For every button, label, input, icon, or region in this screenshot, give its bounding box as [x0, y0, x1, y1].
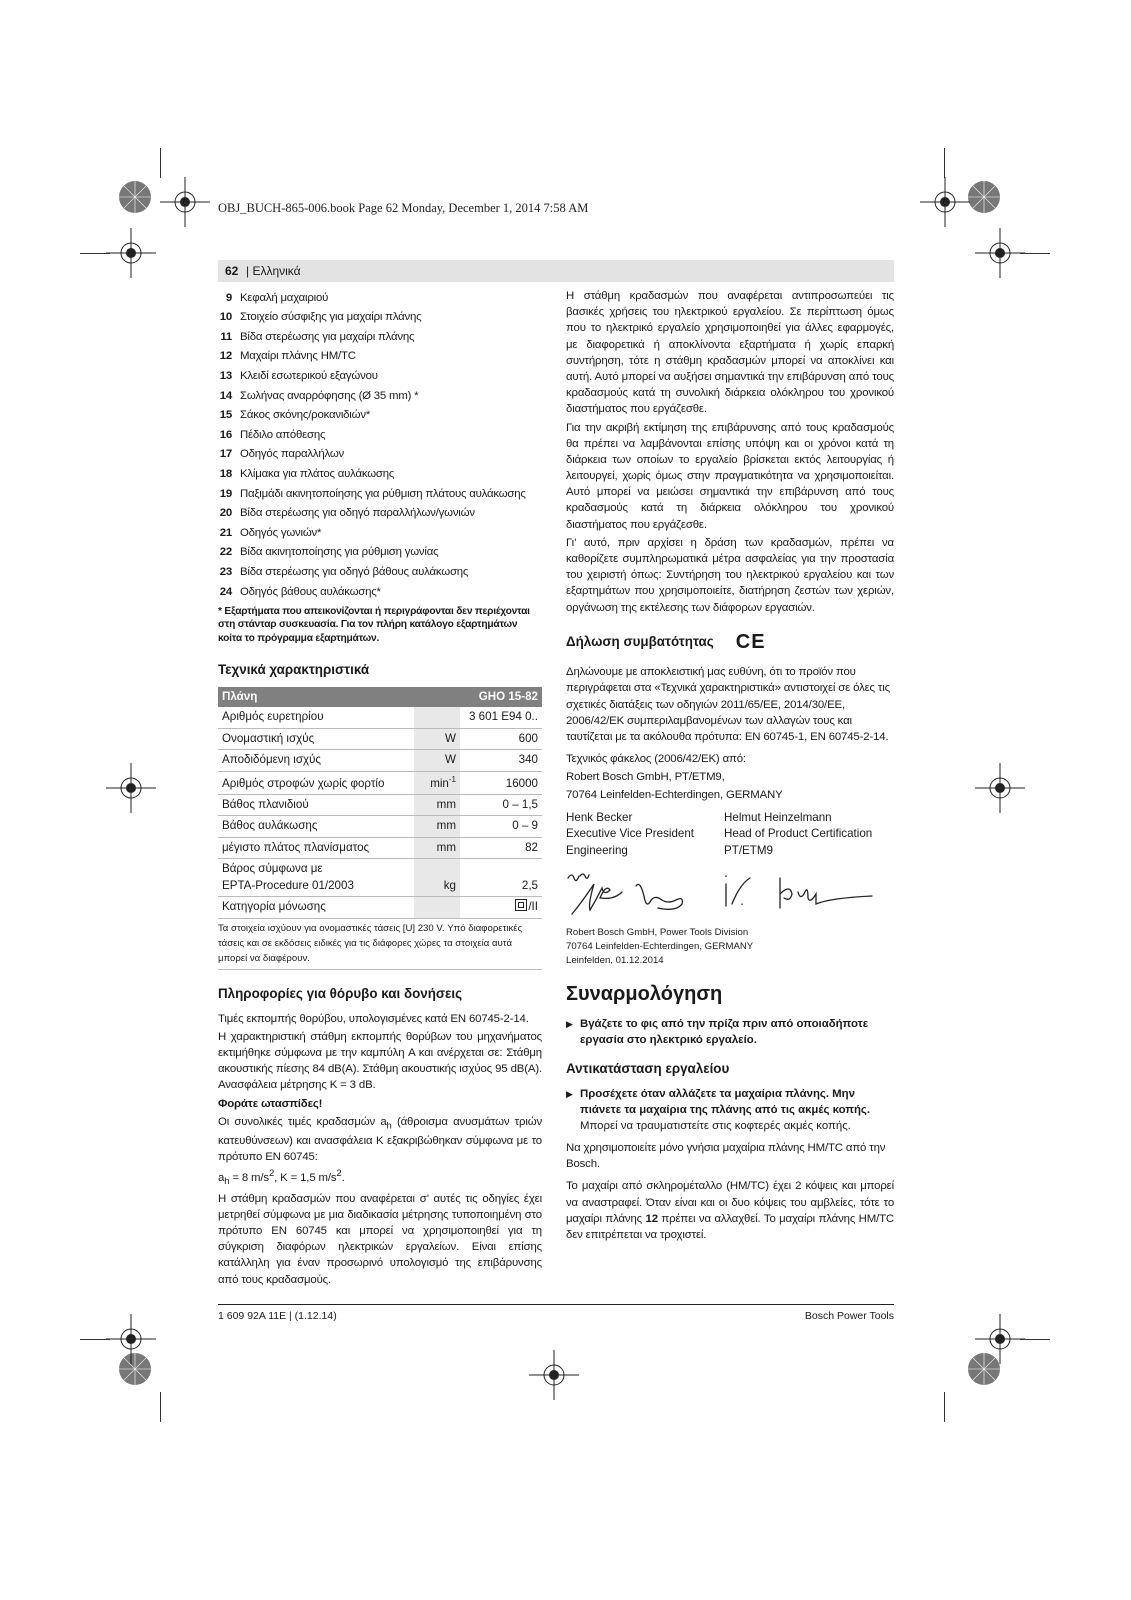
specs-row — [218, 794, 542, 815]
specs-unit: kg — [414, 859, 460, 897]
bullet-arrow-icon: ▶ — [566, 1019, 573, 1030]
specs-label: μέγιστο πλάτος πλανίσματος — [218, 837, 414, 858]
registration-mark-icon — [967, 180, 1001, 214]
legend-item — [218, 464, 542, 484]
specs-unit: mm — [414, 816, 460, 837]
specs-value: 0 – 9 — [460, 816, 542, 837]
signatory-title: Head of Product Certification — [724, 827, 873, 841]
specs-row — [218, 859, 542, 897]
noise-heading: Πληροφορίες για θόρυβο και δονήσεις — [218, 985, 463, 1001]
specs-row — [218, 750, 542, 771]
legend-text: Βίδα στερέωσης για οδηγό παραλλήλων/γωνιών — [240, 507, 475, 520]
vibration-paragraph: Οι συνολικές τιμές κραδασμών $a_h$ (άθροισμα ανυσμάτων τριών κατευθύνσεων) και ανασφάλεια K εξακριβώθηκαν σύμφωνα με το πρότυπο EN 60745: — [218, 1115, 542, 1163]
specs-value: 3 601 E94 0.. — [460, 707, 542, 728]
vibration-paragraph: Η στάθμη κραδασμών που αναφέρεται σ’ αυτές τις οδηγίες έχει μετρηθεί σύμφωνα με μια διαδικασία μέτρησης τυποποιημένη στο πρότυπο EN 60745 και μπορεί να χρησιμοποιηθεί για τη σύγκριση διαφόρων ηλεκτρικών εργαλείων. Είναι επίσης κατάλληλη για έναν προσωρινό υπολογισμό της επιβάρυνσης από τους κραδασμούς. — [218, 1192, 542, 1286]
legend-number: 15 — [219, 409, 232, 422]
specs-label: Κατηγορία μόνωσης — [218, 897, 414, 918]
legend-text: Οδηγός γωνιών* — [240, 526, 322, 539]
legend-text: Στοιχείο σύσφιξης για μαχαίρι πλάνης — [240, 311, 422, 324]
assembly-heading: Συναρμολόγηση — [566, 982, 723, 1005]
specs-value: 600 — [460, 728, 542, 749]
footer-brand: Bosch Power Tools — [804, 1310, 894, 1322]
crop-line — [944, 148, 945, 178]
specs-table-header — [218, 687, 542, 707]
specs-unit: $\min^{-1}$ — [414, 771, 460, 794]
specs-value: 2,5 — [460, 859, 542, 897]
legend-number: 10 — [219, 311, 232, 324]
vibration-paragraph: Η στάθμη κραδασμών που αναφέρεται αντιπροσωπεύει τις βασικές χρήσεις του ηλεκτρικού εργαλείου. Σε περίπτωση όμως που το ηλεκτρικό εργαλείο χρησιμοποιηθεί για άλλες εφαρμογές, με διαφορετικά ή αποκλίνοντα εξαρτήματα ή χωρίς επαρκή συντήρηση, τότε η στάθμη κραδασμών μπορεί να αποκλίνει και αυτή. Αυτό μπορεί να αυξήσει σημαντικά την επιβάρυνση από τους κραδασμούς κατά τη συνολική διάρκεια ολόκληρου του χρονικού διαστήματος που εργάζεσθε. — [566, 290, 894, 416]
specs-label: Βάρος σύμφωνα με EPTA-Procedure 01/2003 — [218, 859, 414, 897]
crop-line — [160, 148, 161, 178]
specs-value: 0 – 1,5 — [460, 794, 542, 815]
specs-col-model: GHO 15-82 — [460, 687, 542, 707]
body-paragraph: Το μαχαίρι από σκληρομέταλλο (HM/TC) έχει 2 κόψεις και μπορεί να αναστραφεί. Όταν είναι και οι δυο κόψεις του αμβλείες, τότε το μαχαίρι πλάνης 12 πρέπει να αλλαχθεί. Το μαχαίρι πλάνης HM/TC δεν επιτρέπεται να τροχιστεί. — [566, 1180, 894, 1242]
specs-unit: mm — [414, 837, 460, 858]
specs-value: 16000 — [460, 771, 542, 794]
specs-value: /II — [460, 897, 542, 918]
crop-line — [80, 1339, 110, 1340]
page-header-bar — [218, 260, 894, 282]
legend-text: Παξιμάδι ακινητοποίησης για ρύθμιση πλάτους αυλάκωσης — [240, 487, 526, 500]
specs-heading: Τεχνικά χαρακτηριστικά — [218, 661, 370, 677]
specs-label: Αριθμός ευρετηρίου — [218, 707, 414, 728]
crop-line — [1020, 1339, 1050, 1340]
signatory-title: Executive Vice President — [566, 827, 695, 841]
specs-row — [218, 837, 542, 858]
specs-row — [218, 771, 542, 794]
signatories — [566, 810, 894, 860]
crop-line — [1020, 253, 1050, 254]
legend-number: 9 — [225, 291, 232, 304]
vibration-paragraph: Για την ακριβή εκτίμηση της επιβάρυνσης από τους κραδασμούς θα πρέπει να λαμβάνονται επίσης υπόψη και οι χρόνοι κατά τη διάρκεια των οποίων το εργαλείο βρίσκεται εκτός λειτουργίας ή λειτουργεί, χωρίς όμως στην πραγματικότητα να χρησιμοποιείται. Αυτό μπορεί να μειώσει σημαντικά την επιβάρυνση από τους κραδασμούς κατά τη διάρκεια ολόκληρου του χρονικού διαστήματος που εργάζεσθε. — [566, 421, 894, 531]
specs-row — [218, 707, 542, 728]
specs-unit — [414, 897, 460, 918]
crosshair-mark-icon — [975, 1314, 1025, 1364]
specs-label: Βάθος αυλάκωσης — [218, 816, 414, 837]
footer-doc-number: 1 609 92A 11E | (1.12.14) — [218, 1310, 337, 1322]
body-paragraph: Να χρησιμοποιείτε μόνο γνήσια μαχαίρια πλάνης HM/TC από την Bosch. — [566, 1142, 886, 1171]
legend-item — [218, 523, 542, 543]
specs-unit — [414, 707, 460, 728]
legend-item — [218, 288, 542, 308]
legend-item — [218, 582, 542, 602]
noise-paragraph: Τιμές εκπομπής θορύβου, υπολογισμένες κατά EN 60745-2-14. — [218, 1012, 529, 1025]
handwritten-signatures — [566, 864, 886, 924]
tech-file-address: 70764 Leinfelden-Echterdingen, GERMANY — [566, 789, 783, 802]
legend-text: Βίδα ακινητοποίησης για ρύθμιση γωνίας — [240, 546, 439, 559]
specs-label: Βάθος πλανιδιού — [218, 794, 414, 815]
legend-text: Σωλήνας αναρρόφησης (Ø 35 mm) * — [240, 389, 419, 402]
legend-number: 11 — [220, 330, 232, 343]
legend-item — [218, 406, 542, 426]
signatory-name: Helmut Heinzelmann — [724, 810, 832, 824]
tool-change-heading: Αντικατάσταση εργαλείου — [566, 1060, 730, 1076]
signatory-title: Engineering — [566, 844, 628, 858]
right-column — [566, 288, 894, 1245]
legend-item — [218, 562, 542, 582]
specs-label: Αποδιδόμενη ισχύς — [218, 750, 414, 771]
conformity-heading: Δήλωση συμβατότητας CE — [566, 628, 894, 656]
legend-number: 14 — [219, 389, 232, 402]
specs-table — [218, 687, 542, 919]
safety-bullet: ▶ Βγάζετε το φις από την πρίζα πριν από οποιαδήποτε εργασία στο ηλεκτρικό εργαλείο. — [566, 1016, 894, 1048]
crosshair-mark-icon — [975, 228, 1025, 278]
legend-item — [218, 386, 542, 406]
legend-number: 18 — [219, 468, 232, 481]
legend-text: Σάκος σκόνης/ροκανιδιών* — [240, 409, 371, 422]
specs-unit: W — [414, 728, 460, 749]
legend-text: Κλειδί εσωτερικού εξαγώνου — [240, 370, 378, 383]
crosshair-mark-icon — [106, 763, 156, 813]
legend-text: Μαχαίρι πλάνης HM/TC — [240, 350, 356, 363]
legend-item — [218, 484, 542, 504]
legend-number: 19 — [219, 487, 232, 500]
crop-line — [80, 253, 110, 254]
legend-number: 22 — [219, 546, 232, 559]
noise-paragraph: Η χαρακτηριστική στάθμη εκπομπής θορύβων του μηχανήματος εκτιμήθηκε σύμφωνα με την καμπύλη A και ανέρχεται σε: Στάθμη ακουστικής πίεσης 84 dB(A). Στάθμη ακουστικής ισχύος 95 dB(A). Ανασφάλεια μέτρησης K = 3 dB. — [218, 1030, 542, 1092]
legend-item — [218, 327, 542, 347]
legend-item — [218, 366, 542, 386]
legend-text: Κεφαλή μαχαιριού — [240, 291, 329, 304]
signatory-name: Henk Becker — [566, 810, 633, 824]
crop-line — [160, 1392, 161, 1422]
crosshair-mark-icon — [975, 763, 1025, 813]
legend-number: 20 — [219, 507, 232, 520]
tech-file-address: Robert Bosch GmbH, PT/ETM9, — [566, 771, 725, 784]
tech-file-label: Τεχνικός φάκελος (2006/42/EK) από: — [566, 753, 746, 766]
crosshair-mark-icon — [106, 228, 156, 278]
legend-text: Βίδα στερέωσης για οδηγό βάθους αυλάκωσης — [240, 566, 469, 579]
legend-text: Κλίμακα για πλάτος αυλάκωσης — [240, 468, 395, 481]
company-address: Robert Bosch GmbH, Power Tools Division 70764 Leinfelden-Echterdingen, GERMANY Leinfelden, 01.12.2014 — [566, 927, 754, 966]
protection-class-icon — [515, 899, 527, 911]
specs-value: 82 — [460, 837, 542, 858]
specs-note: Τα στοιχεία ισχύουν για ονομαστικές τάσεις [U] 230 V. Υπό διαφορετικές τάσεις και σε εκδόσεις ειδικές για τις διάφορες χώρες τα στοιχεία αυτά μπορεί να διαφέρουν. — [218, 919, 542, 970]
ce-mark-icon: CE — [735, 630, 766, 653]
legend-item — [218, 347, 542, 367]
left-column — [218, 288, 542, 1290]
legend-item — [218, 425, 542, 445]
legend-number: 21 — [219, 526, 232, 539]
specs-col-name: Πλάνη — [218, 687, 460, 707]
registration-mark-icon — [118, 180, 152, 214]
vibration-values: $a_h = 8$ $m/s^2$, K = 1,5 $m/s^2$. — [218, 1168, 345, 1188]
specs-label: Αριθμός στροφών χωρίς φορτίο — [218, 771, 414, 794]
legend-text: Βίδα στερέωσης για μαχαίρι πλάνης — [240, 330, 415, 343]
legend-text: Οδηγός βάθους αυλάκωσης* — [240, 585, 381, 598]
legend-number: 12 — [219, 350, 232, 363]
legend-number: 16 — [219, 428, 232, 441]
legend-number: 17 — [219, 448, 232, 461]
legend-number: 13 — [219, 370, 232, 383]
specs-label: Ονομαστική ισχύς — [218, 728, 414, 749]
safety-bullet: ▶ Προσέχετε όταν αλλάζετε τα μαχαίρια πλάνης. Μην πιάνετε τα μαχαίρια της πλάνης από τις ακμές κοπής. Μπορεί να τραυματιστείτε στις κοφτερές ακμές κοπής. — [566, 1086, 894, 1135]
page-language: | Ελληνικά — [246, 264, 301, 278]
legend-text: Οδηγός παραλλήλων — [240, 448, 345, 461]
specs-row — [218, 897, 542, 918]
crosshair-mark-icon — [920, 177, 970, 227]
crosshair-mark-icon — [160, 177, 210, 227]
crop-line — [944, 1392, 945, 1422]
specs-value: 340 — [460, 750, 542, 771]
footer-rule — [218, 1304, 894, 1305]
specs-unit: mm — [414, 794, 460, 815]
specs-row — [218, 816, 542, 837]
signatory-title: PT/ETM9 — [724, 844, 773, 858]
conformity-paragraph: Δηλώνουμε με αποκλειστική μας ευθύνη, ότι το προϊόν που περιγράφεται στα «Τεχνικά χαρακτηριστικά» αντιστοιχεί σε όλες τις σχετικές διατάξεις των οδηγιών 2011/65/EE, 2014/30/EE, 2006/42/EK συμπεριλαμβανομένων των αλλαγών τους και ταυτίζεται με τα ακόλουθα πρότυπα: EN 60745-1, EN 60745-2-14. — [566, 666, 890, 743]
vibration-paragraph: Γι’ αυτό, πριν αρχίσει η δράση των κραδασμών, πρέπει να καθορίζετε συμπληρωματικά μέτρα ασφαλείας για την προστασία του χειριστή όπως: Συντήρηση του ηλεκτρικού εργαλείου και των εξαρτημάτων που χρησιμοποιείτε, διατήρηση ζεστών των χεριών, οργάνωση της εκτέλεσης των διάφορων εργασιών. — [566, 536, 894, 614]
parts-legend — [218, 288, 542, 602]
legend-footnote: * Εξαρτήματα που απεικονίζονται ή περιγράφονται δεν περιέχονται στη στάνταρ συσκευασία. Για τον πλήρη κατάλογο εξαρτημάτων κοίτα το πρόγραμμα εξαρτημάτων. — [218, 605, 530, 645]
specs-row — [218, 728, 542, 749]
specs-unit: W — [414, 750, 460, 771]
legend-item — [218, 543, 542, 563]
legend-item — [218, 308, 542, 328]
legend-text: Πέδιλο απόθεσης — [240, 428, 326, 441]
legend-number: 24 — [219, 585, 232, 598]
page-number: 62 — [225, 264, 239, 278]
ear-protection-warning: Φοράτε ωτασπίδες! — [218, 1097, 323, 1110]
legend-item — [218, 504, 542, 524]
bullet-arrow-icon: ▶ — [566, 1088, 573, 1099]
legend-item — [218, 445, 542, 465]
legend-number: 23 — [219, 566, 232, 579]
book-header: OBJ_BUCH-865-006.book Page 62 Monday, December 1, 2014 7:58 AM — [218, 201, 589, 215]
crosshair-mark-icon — [529, 1350, 579, 1400]
crosshair-mark-icon — [106, 1314, 156, 1364]
